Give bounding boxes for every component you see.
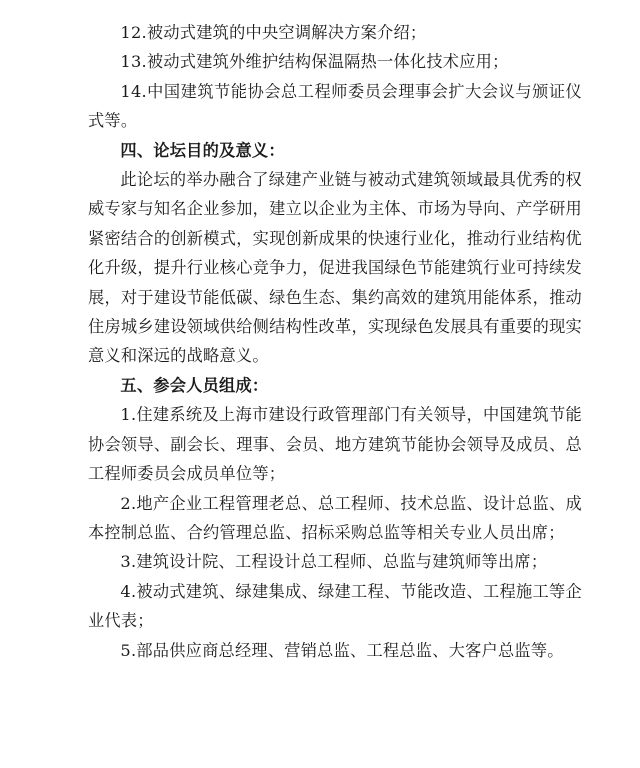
list-item: 3.建筑设计院、工程设计总工程师、总监与建筑师等出席； — [120, 552, 548, 572]
list-item: 1.住建系统及上海市建设行政管理部门有关领导，中国建筑节能协会领导、副会长、理事、会员、地方建筑节能协会领导及成员、总工程师委员会成员单位等； — [88, 405, 582, 484]
list-item: 14.中国建筑节能协会总工程师委员会理事会扩大会议与颁证仪式等。 — [88, 81, 582, 131]
list-item: 2.地产企业工程管理老总、总工程师、技术总监、设计总监、成本控制总监、合约管理总监、招标采购总监等相关专业人员出席； — [88, 493, 582, 542]
list-item: 12.被动式建筑的中央空调解决方案介绍； — [120, 23, 427, 42]
section-heading-attendees: 五、参会人员组成： — [120, 375, 269, 395]
section-body-purpose: 此论坛的举办融合了绿建产业链与被动式建筑领域最具优秀的权威专家与知名企业参加，建立以企业为主体、市场为导向、产学研用紧密结合的创新模式，实现创新成果的快速行业化，推动行业结构优化升级，提升行业核心竞争力，促进我国绿色节能建筑行业可持续发展，对于建设节能低碳、绿色生态、集约高效的建筑用能体系，推动住房城乡建设领域供给侧结构性改革，实现绿色发展具有重要的现实意义和深远的战略意义。 — [88, 170, 582, 366]
list-item: 4.被动式建筑、绿建集成、绿建工程、节能改造、工程施工等企业代表； — [88, 581, 582, 631]
list-item: 5.部品供应商总经理、营销总监、工程总监、大客户总监等。 — [120, 640, 564, 660]
section-heading-purpose: 四、论坛目的及意义： — [120, 140, 285, 160]
list-item: 13.被动式建筑外维护结构保温隔热一体化技术应用； — [120, 52, 509, 72]
